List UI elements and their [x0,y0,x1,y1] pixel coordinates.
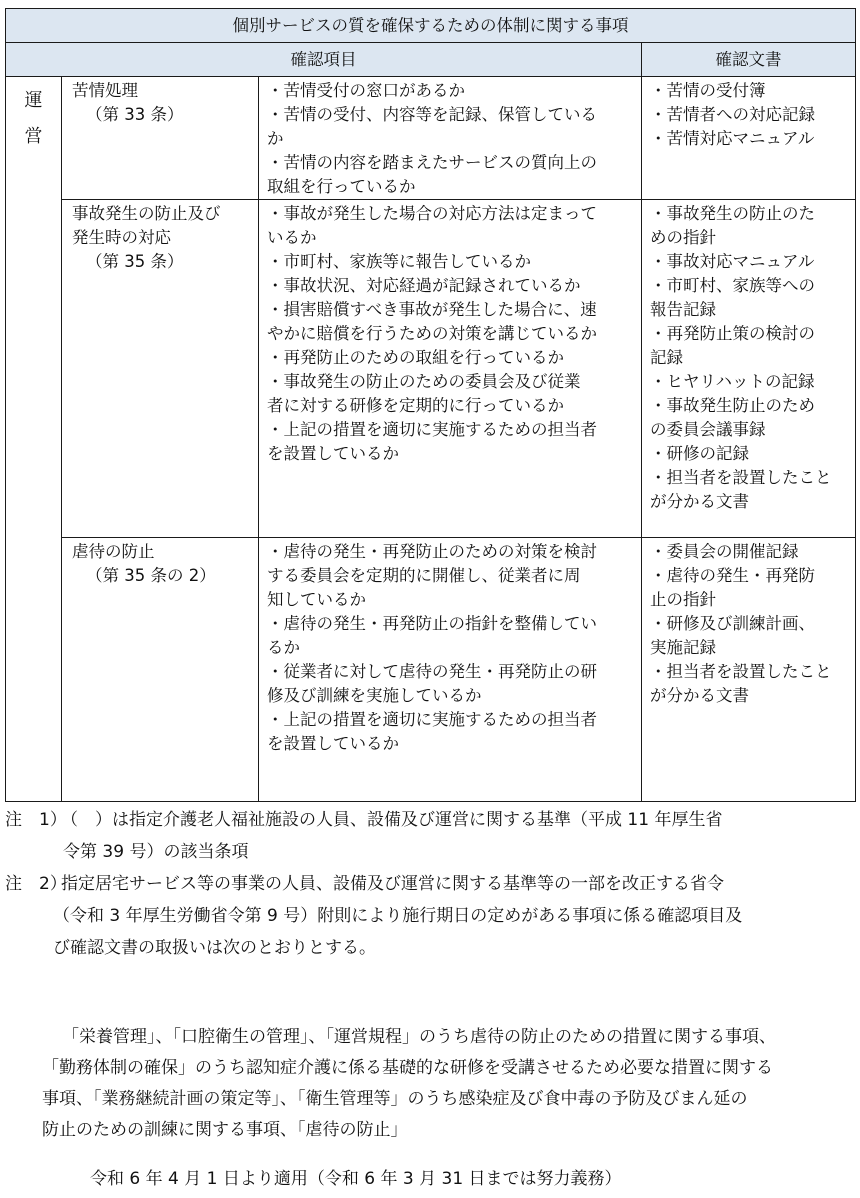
check-line: いるか [267,228,317,247]
header-documents: 確認文書 [642,43,856,77]
check-line: ・市町村、家族等に報告しているか [267,252,531,271]
check-cell-abuse [259,538,642,802]
transition-paragraph [42,1022,858,1146]
doc-line: ・再発防止策の検討の [650,324,815,343]
paragraph-line: 「勤務体制の確保」のうち認知症介護に係る基礎的な研修を受講させるため必要な措置に関する [42,1058,773,1078]
check-cell-complaint [259,77,642,200]
check-line: ・事故発生の防止のための委員会及び従業 [267,372,581,391]
doc-line: が分かる文書 [650,686,749,705]
note-label: 注 1） [5,810,67,830]
item-name: 虐待の防止 [72,542,155,561]
paragraph-line: 防止のための訓練に関する事項、「虐待の防止」 [42,1120,408,1140]
category-char: 営 [24,126,43,147]
doc-line: ・研修及び訓練計画、 [650,614,815,633]
doc-line: ・事故発生の防止のた [650,204,815,223]
doc-line: 報告記録 [650,300,716,319]
doc-line: ・ヒヤリハットの記録 [650,372,815,391]
note-text: （令和 3 年厚生労働省令第 9 号）附則により施行期日の定めがある事項に係る確認項目及 [53,906,743,926]
item-cell-abuse [62,538,259,802]
doc-line: 実施記録 [650,638,716,657]
doc-line: ・委員会の開催記録 [650,542,799,561]
check-line: ・苦情の受付、内容等を記録、保管している [267,105,597,124]
doc-line: めの指針 [650,228,716,247]
item-name: 苦情処理 [72,81,138,100]
item-article: （第 35 条） [86,252,184,271]
item-article: （第 35 条の 2） [86,566,216,585]
check-line: 知しているか [267,590,366,609]
doc-line: ・事故対応マニュアル [650,252,815,271]
check-line: やかに賠償を行うための対策を講じているか [267,324,597,343]
note-text: 令第 39 号）の該当条項 [63,842,249,862]
check-line: 修及び訓練を実施しているか [267,686,482,705]
check-line: ・上記の措置を適切に実施するための担当者 [267,710,597,729]
doc-line: ・事故発生防止のため [650,396,815,415]
doc-line: ・研修の記録 [650,444,749,463]
check-cell-accident [259,200,642,538]
category-char: 運 [24,90,43,111]
check-line: ・事故状況、対応経過が記録されているか [267,276,581,295]
confirmation-table [5,8,856,802]
doc-line: が分かる文書 [650,492,749,511]
item-article: （第 33 条） [86,105,184,124]
check-line: する委員会を定期的に開催し、従業者に周 [267,566,581,585]
item-cell-complaint [62,77,259,200]
doc-line: ・苦情対応マニュアル [650,129,815,148]
category-cell [6,77,62,802]
note-1 [5,804,857,868]
doc-cell-complaint [642,77,856,200]
check-line: を設置しているか [267,444,399,463]
doc-line: の委員会議事録 [650,420,766,439]
check-line: ・苦情の内容を踏まえたサービスの質向上の [267,153,597,172]
paragraph-line: 「栄養管理」、「口腔衛生の管理」、「運営規程」のうち虐待の防止のための措置に関する事項、 [62,1027,776,1047]
doc-line: 止の指針 [650,590,716,609]
doc-line: ・担当者を設置したこと [650,468,832,487]
doc-line: ・虐待の発生・再発防 [650,566,815,585]
check-line: るか [267,638,300,657]
check-line: 取組を行っているか [267,177,416,196]
notes-section [5,804,857,964]
doc-cell-accident [642,200,856,538]
item-name: 事故発生の防止及び [72,204,221,223]
check-line: ・上記の措置を適切に実施するための担当者 [267,420,597,439]
check-line: ・従業者に対して虐待の発生・再発防止の研 [267,662,597,681]
check-line: か [267,129,284,148]
note-2 [5,868,857,964]
table-title: 個別サービスの質を確保するための体制に関する事項 [6,9,856,43]
doc-line: ・市町村、家族等への [650,276,815,295]
check-line: 者に対する研修を定期的に行っているか [267,396,564,415]
note-text: （ ）は指定介護老人福祉施設の人員、設備及び運営に関する基準（平成 11 年厚生省 [61,810,723,830]
check-line: ・事故が発生した場合の対応方法は定まって [267,204,597,223]
check-line: ・虐待の発生・再発防止のための対策を検討 [267,542,597,561]
item-name: 発生時の対応 [72,228,171,247]
check-line: ・苦情受付の窓口があるか [267,81,465,100]
note-label: 注 2） [5,874,67,894]
doc-line: 記録 [650,348,683,367]
doc-cell-abuse [642,538,856,802]
doc-line: ・苦情の受付簿 [650,81,766,100]
header-check-items: 確認項目 [6,43,642,77]
note-text: び確認文書の取扱いは次のとおりとする。 [53,938,376,958]
check-line: ・虐待の発生・再発防止の指針を整備してい [267,614,597,633]
doc-line: ・担当者を設置したこと [650,662,832,681]
check-line: ・再発防止のための取組を行っているか [267,348,564,367]
item-cell-accident [62,200,259,538]
apply-date-text: 令和 6 年 4 月 1 日より適用（令和 6 年 3 月 31 日までは努力義務） [90,1169,622,1189]
check-line: を設置しているか [267,734,399,753]
doc-line: ・苦情者への対応記録 [650,105,815,124]
note-text: 指定居宅サービス等の事業の人員、設備及び運営に関する基準等の一部を改正する省令 [61,874,724,894]
paragraph-line: 事項、「業務継続計画の策定等」、「衛生管理等」のうち感染症及び食中毒の予防及びまん延の [42,1089,748,1109]
check-line: ・損害賠償すべき事故が発生した場合に、速 [267,300,597,319]
